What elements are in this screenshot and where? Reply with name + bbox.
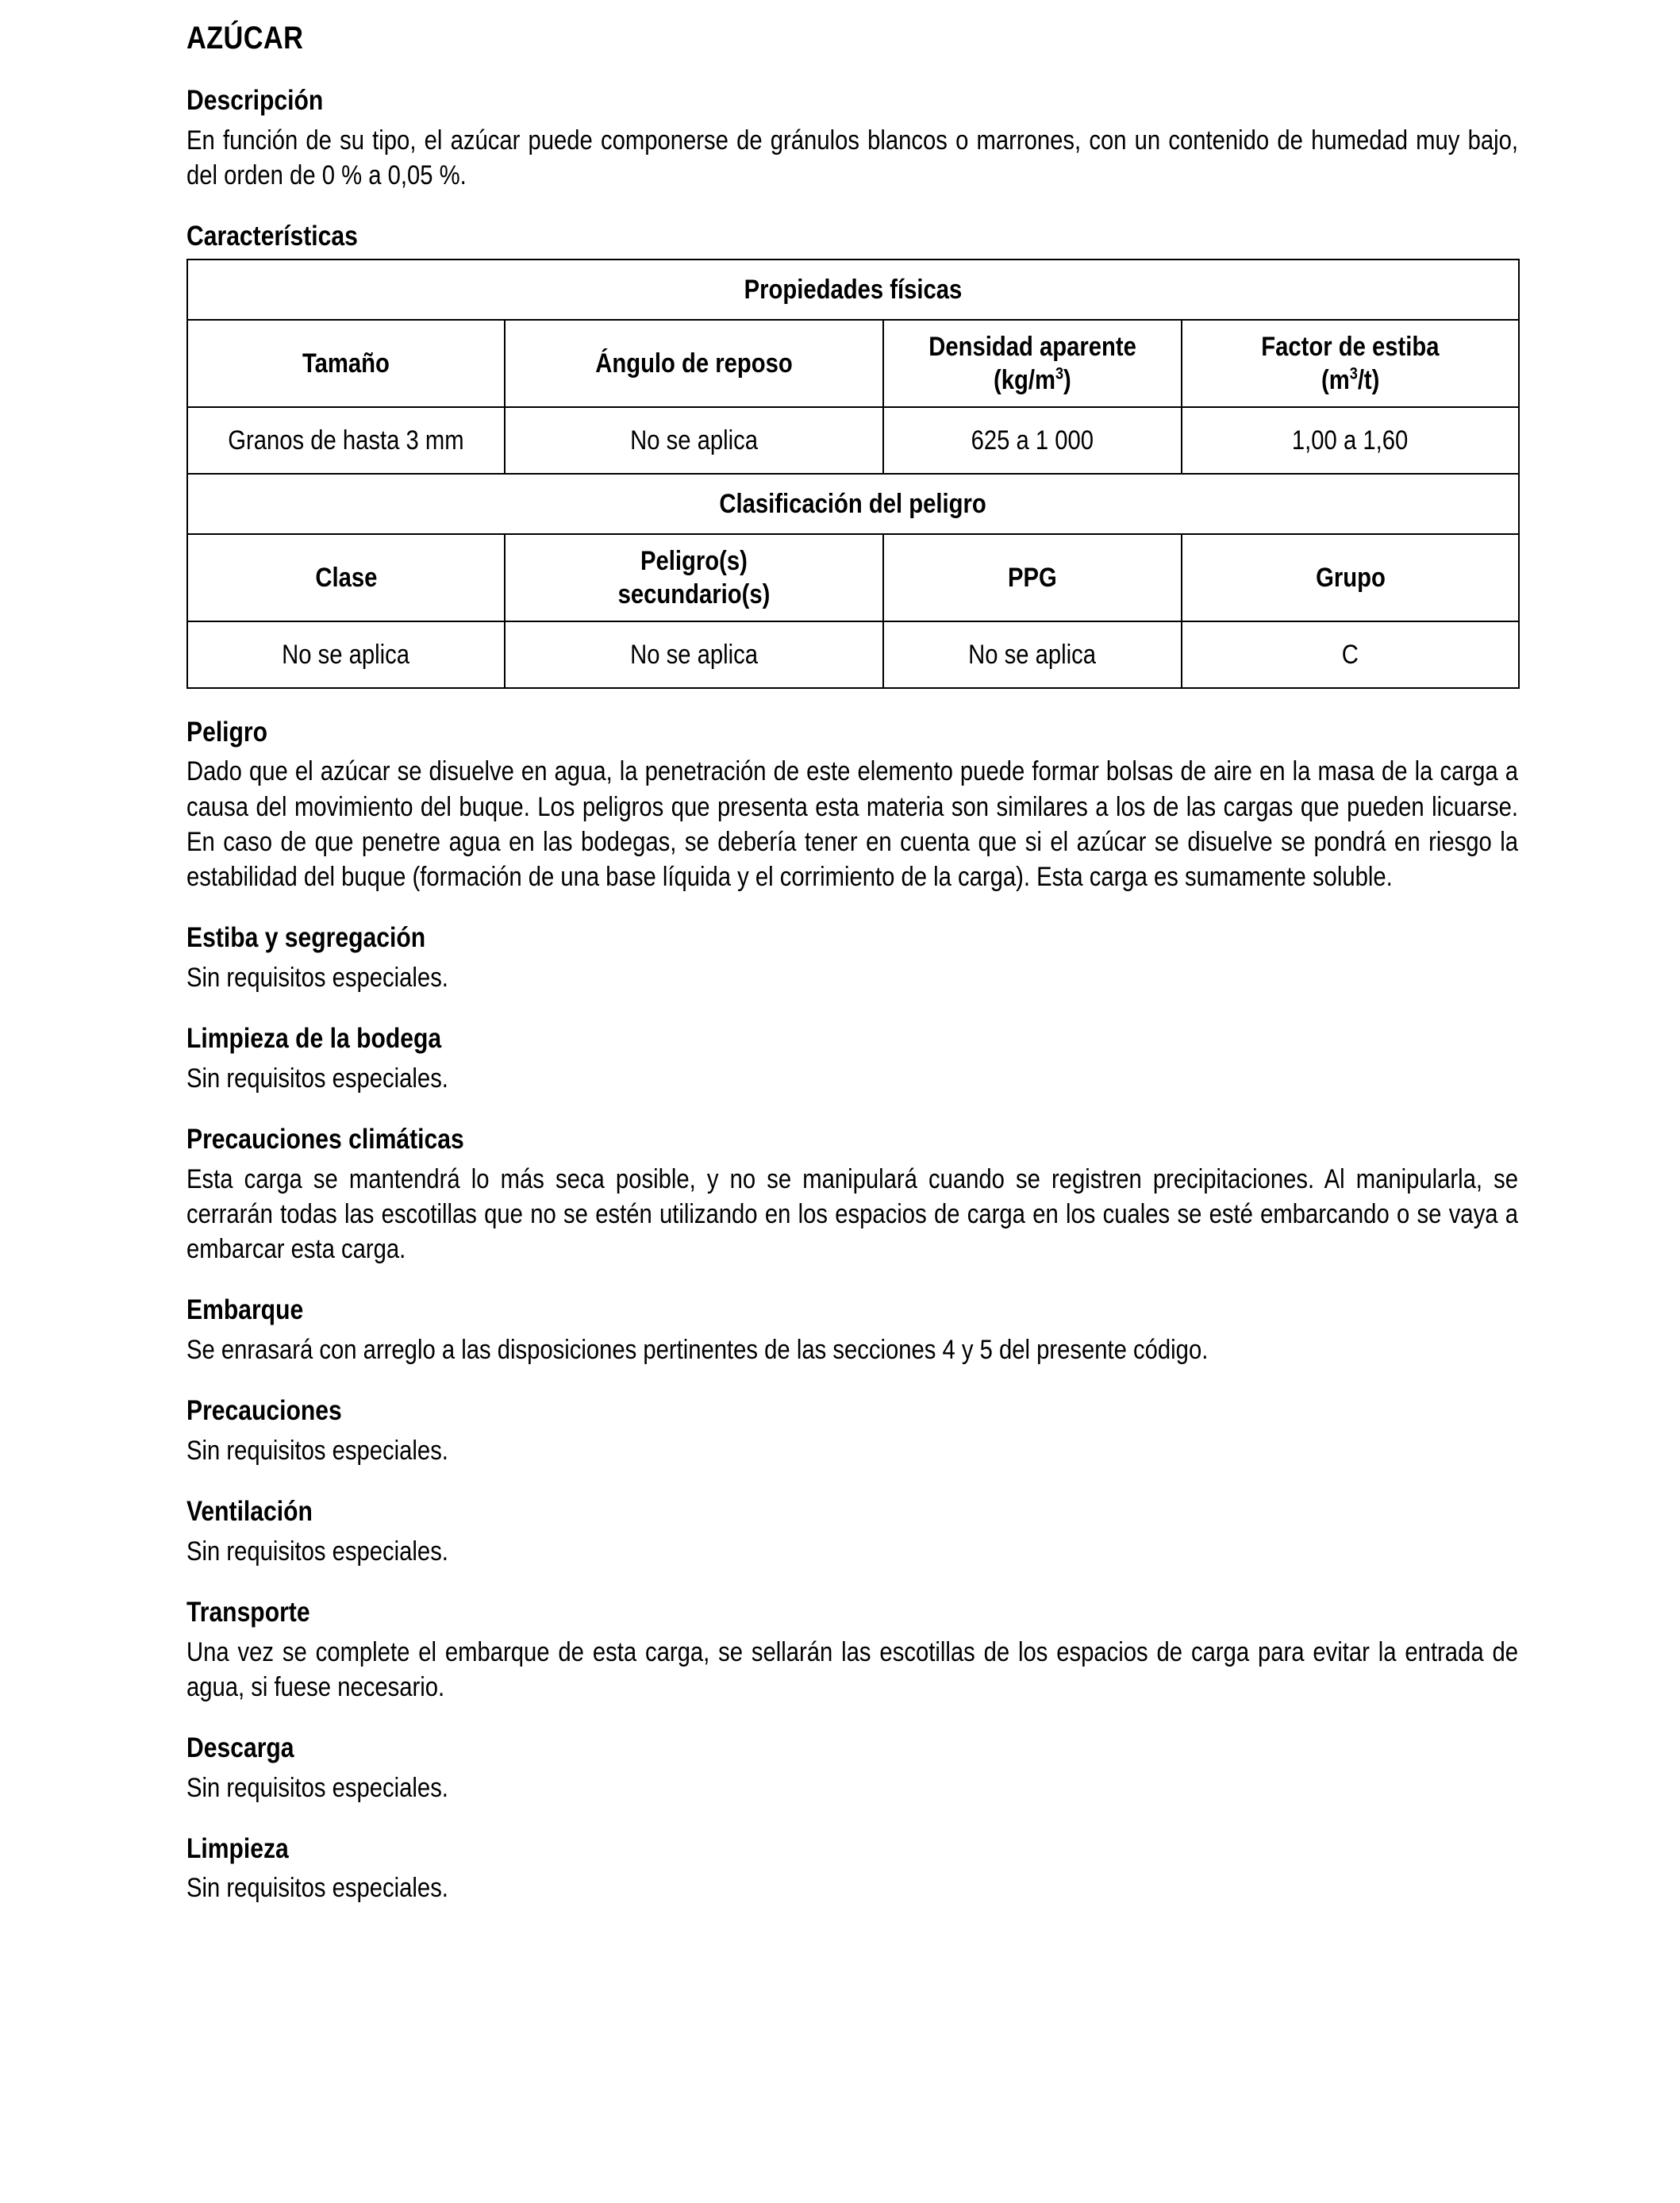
header-angulo-reposo: Ángulo de reposo [505, 320, 883, 407]
density-unit-exponent: 3 [1055, 364, 1064, 383]
table-row-hazard-values [187, 621, 1519, 688]
heading-descarga: Descarga [186, 1732, 294, 1763]
text-embarque: Se enrasará con arreglo a las disposiciones pertinentes de las secciones 4 y 5 del presente código. [186, 1334, 1209, 1365]
table-row-physical-headers [187, 320, 1519, 407]
heading-descripcion: Descripción [186, 85, 324, 116]
text-descarga: Sin requisitos especiales. [186, 1772, 448, 1803]
header-grupo: Grupo [1182, 534, 1519, 621]
page-title [186, 21, 1518, 56]
value-angulo-reposo: No se aplica [505, 407, 883, 474]
text-ventilacion: Sin requisitos especiales. [186, 1536, 448, 1567]
section-transporte [186, 1596, 1518, 1705]
section-limpieza [186, 1832, 1518, 1906]
header-clase: Clase [187, 534, 505, 621]
text-precauciones-climaticas: Esta carga se mantendrá lo más seca posible, y no se manipulará cuando se registren precipitaciones. Al manipularla, se cerrarán todas las escotillas que no se estén utilizando en los espacios de carga en los cuales se esté embarcando o se vaya a embarcar esta carga. [186, 1163, 1519, 1264]
table-row-hazard-headers [187, 534, 1519, 621]
header-densidad-aparente: Densidad aparente $(kg/m^3)$ [883, 320, 1182, 407]
heading-limpieza: Limpieza [186, 1832, 289, 1864]
text-limpieza-bodega: Sin requisitos especiales. [186, 1063, 448, 1094]
section-caracteristicas [186, 220, 1518, 689]
value-densidad-aparente: 625 a 1 000 [883, 407, 1182, 474]
heading-estiba-segregacion: Estiba y segregación [186, 922, 426, 954]
heading-ventilacion: Ventilación [186, 1495, 313, 1527]
value-factor-estiba: 1,00 a 1,60 [1182, 407, 1519, 474]
value-peligros-secundarios: No se aplica [505, 621, 883, 688]
value-clase: No se aplica [187, 621, 505, 688]
heading-embarque: Embarque [186, 1294, 304, 1326]
table-row-band-hazard [187, 474, 1519, 534]
text-descripcion: En función de su tipo, el azúcar puede componerse de gránulos blancos o marrones, con un contenido de humedad muy bajo, del orden de 0 % a 0,05 %. [186, 125, 1519, 190]
value-ppg: No se aplica [883, 621, 1182, 688]
properties-table [186, 259, 1520, 689]
section-descripcion [186, 84, 1518, 193]
section-descarga [186, 1732, 1518, 1805]
section-precauciones-climaticas [186, 1123, 1518, 1267]
heading-peligro: Peligro [186, 716, 268, 748]
heading-transporte: Transporte [186, 1596, 310, 1628]
band-hazard-classification: Clasificación del peligro [187, 474, 1519, 534]
page-title-text: AZÚCAR [186, 21, 304, 56]
heading-limpieza-bodega: Limpieza de la bodega [186, 1023, 442, 1055]
band-physical-properties: Propiedades físicas [187, 260, 1519, 320]
table-row-physical-values [187, 407, 1519, 474]
header-ppg: PPG [883, 534, 1182, 621]
heading-precauciones: Precauciones [186, 1395, 342, 1427]
header-tamano: Tamaño [187, 320, 505, 407]
text-limpieza: Sin requisitos especiales. [186, 1873, 448, 1904]
text-estiba-segregacion: Sin requisitos especiales. [186, 962, 448, 993]
table-row-band-physical [187, 260, 1519, 320]
header-peligros-secundarios: Peligro(s) secundario(s) [505, 534, 883, 621]
text-transporte: Una vez se complete el embarque de esta carga, se sellarán las escotillas de los espacios de carga para evitar la entrada de agua, si fuese necesario. [186, 1636, 1519, 1702]
section-precauciones [186, 1394, 1518, 1468]
heading-precauciones-climaticas: Precauciones climáticas [186, 1123, 464, 1155]
section-estiba-segregacion [186, 921, 1518, 995]
value-tamano: Granos de hasta 3 mm [187, 407, 505, 474]
text-precauciones: Sin requisitos especiales. [186, 1435, 448, 1466]
section-embarque [186, 1294, 1518, 1367]
stowage-unit-exponent: 3 [1349, 364, 1358, 383]
section-ventilacion [186, 1495, 1518, 1569]
header-factor-estiba: Factor de estiba $(m^3/t)$ [1182, 320, 1519, 407]
section-limpieza-bodega [186, 1022, 1518, 1096]
section-peligro [186, 716, 1518, 894]
value-grupo: C [1182, 621, 1519, 688]
text-peligro: Dado que el azúcar se disuelve en agua, la penetración de este elemento puede formar bolsas de aire en la masa de la carga a causa del movimiento del buque. Los peligros que presenta esta materia son similares a los de las cargas que pueden licuarse. En caso de que penetre agua en las bodegas, se debería tener en cuenta que si el azúcar se disuelve se pondrá en riesgo la estabilidad del buque (formación de una base líquida y el corrimiento de la carga). Esta carga es sumamente soluble. [186, 756, 1519, 892]
heading-caracteristicas: Características [186, 221, 358, 252]
